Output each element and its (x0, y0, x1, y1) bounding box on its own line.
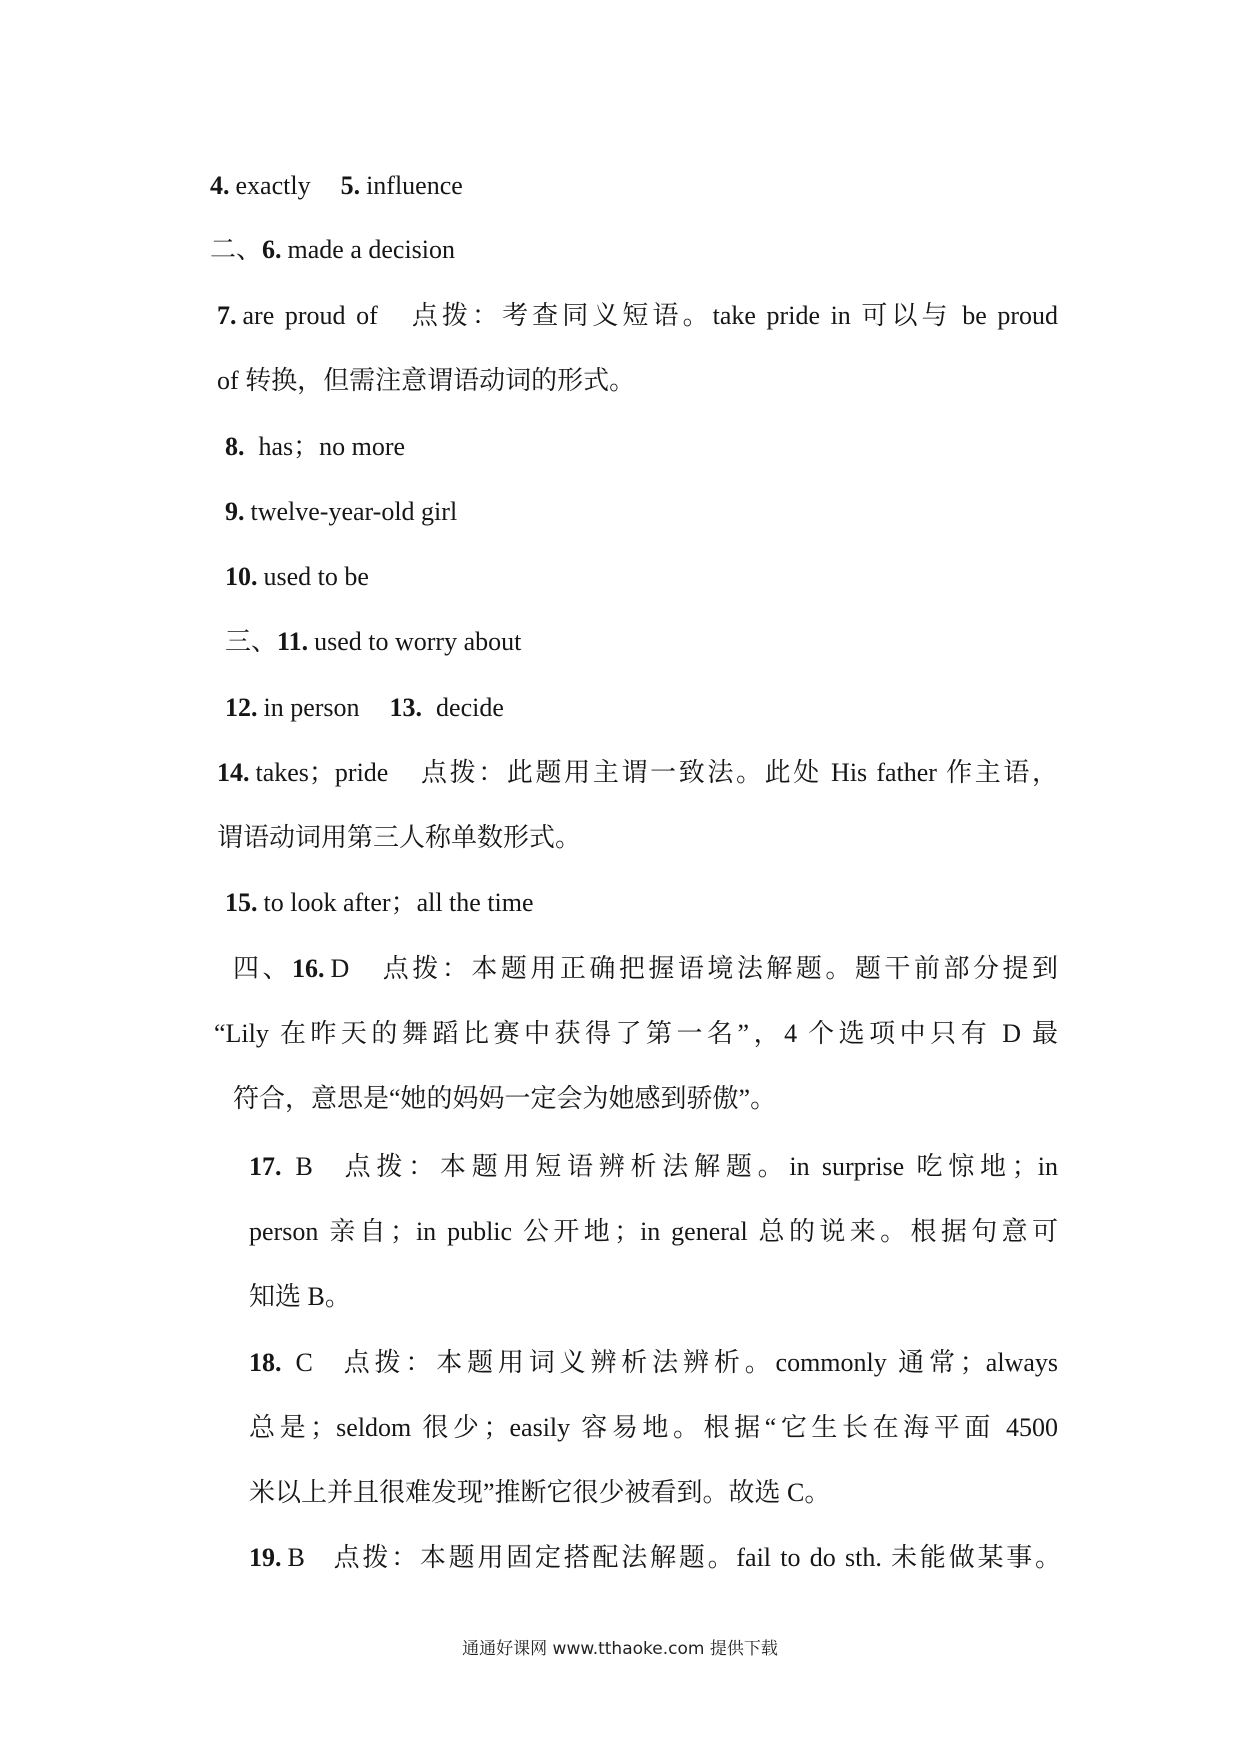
answer-text: has；no more (258, 432, 406, 461)
answer-text: decide (436, 693, 504, 722)
continuation-line (214, 1016, 1058, 1052)
page-footer: 通通好课网 www.tthaoke.com 提供下载 (462, 1639, 778, 1659)
answer-text: takes；pride (255, 758, 389, 787)
question-number: 9. (225, 497, 245, 526)
answer-line (249, 1149, 1058, 1185)
answer-line (233, 951, 1058, 987)
answer-line (225, 885, 534, 921)
question-number: 14. (217, 758, 250, 787)
answer-text: influence (366, 171, 463, 200)
continuation-text: 知选 B。 (249, 1282, 351, 1311)
explanation-note: 点拨：考查同义短语。take pride in 可以与 be proud (407, 301, 1058, 330)
question-number: 5. (340, 171, 361, 200)
answer-text: to look after；all the time (263, 888, 534, 917)
answer-line (225, 559, 369, 595)
answer-line (210, 232, 455, 268)
answer-text: used to be (263, 562, 369, 591)
answer-text: C (295, 1348, 313, 1377)
continuation-line (217, 820, 581, 856)
question-number: 4. (210, 171, 230, 200)
question-number: 6. (262, 235, 282, 264)
continuation-line (249, 1214, 1058, 1250)
continuation-line (249, 1279, 351, 1315)
section-marker: 二、 (210, 235, 263, 264)
answer-text: in person (263, 693, 360, 722)
question-number: 12. (225, 693, 258, 722)
question-number: 17. (249, 1152, 282, 1181)
continuation-text: of 转换，但需注意谓语动词的形式。 (217, 366, 636, 395)
answer-text: B (287, 1543, 305, 1572)
continuation-line (249, 1475, 830, 1511)
explanation-note: 点拨：本题用短语辨析法解题。in surprise 吃惊地；in (338, 1152, 1058, 1181)
answer-line (210, 168, 463, 204)
answer-line (217, 298, 1058, 334)
continuation-text: 谓语动词用第三人称单数形式。 (217, 823, 582, 852)
continuation-text: 米以上并且很难发现”推断它很少被看到。故选 C。 (249, 1478, 831, 1507)
question-number: 8. (225, 432, 245, 461)
answer-text: exactly (235, 171, 311, 200)
question-number: 15. (225, 888, 258, 917)
explanation-note: 点拨：本题用正确把握语境法解题。题干前部分提到 (379, 954, 1058, 983)
question-number: 19. (249, 1543, 282, 1572)
explanation-note: 点拨：本题用固定搭配法解题。fail to do sth. 未能做某事。 (330, 1543, 1061, 1572)
answer-line (217, 755, 1058, 791)
answer-line (225, 494, 457, 530)
answer-line (249, 1540, 1061, 1576)
explanation-note: 点拨：此题用主谓一致法。此处 His father 作主语， (418, 758, 1058, 787)
question-number: 16. (292, 954, 325, 983)
explanation-note: 点拨：本题用词义辨析法辨析。commonly 通常；always (338, 1348, 1058, 1377)
answer-text: made a decision (287, 235, 456, 264)
answer-text: are proud of (242, 301, 378, 330)
continuation-text: “Lily 在昨天的舞蹈比赛中获得了第一名”，4 个选项中只有 D 最 (214, 1019, 1058, 1048)
answer-text: D (330, 954, 350, 983)
answer-text: B (295, 1152, 313, 1181)
continuation-line (217, 363, 635, 399)
continuation-line (233, 1081, 776, 1117)
section-marker: 三、 (225, 627, 278, 656)
answer-text: twelve-year-old girl (250, 497, 458, 526)
answer-line (249, 1345, 1058, 1381)
section-marker: 四、 (233, 954, 293, 983)
continuation-text: 总是；seldom 很少；easily 容易地。根据“它生长在海平面 4500 (249, 1413, 1058, 1442)
answer-line (225, 690, 504, 726)
answer-line (225, 429, 405, 465)
question-number: 13. (389, 693, 423, 722)
continuation-text: person 亲自；in public 公开地；in general 总的说来。根据句意可 (249, 1217, 1058, 1246)
question-number: 18. (249, 1348, 282, 1377)
question-number: 7. (217, 301, 237, 330)
continuation-line (249, 1410, 1058, 1446)
continuation-text: 符合，意思是“她的妈妈一定会为她感到骄傲”。 (233, 1084, 777, 1113)
answer-text: used to worry about (314, 627, 522, 656)
question-number: 10. (225, 562, 258, 591)
answer-line (225, 624, 521, 660)
question-number: 11. (277, 627, 309, 656)
